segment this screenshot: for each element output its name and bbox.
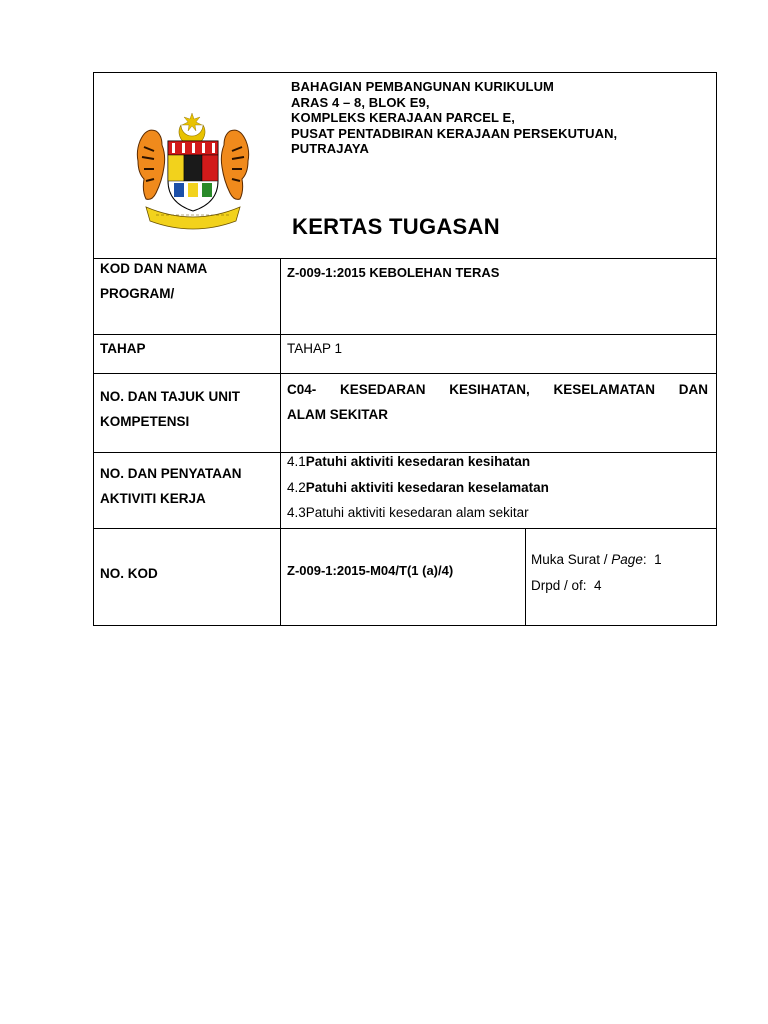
tahap-label: TAHAP — [100, 341, 146, 356]
kod-value: Z-009-1:2015-M04/T(1 (a)/4) — [287, 563, 454, 578]
tahap-value: TAHAP 1 — [287, 341, 343, 356]
page-number: Muka Surat / Page: 1 — [531, 552, 662, 567]
list-item: 4.2Patuhi aktiviti kesedaran keselamatan — [287, 479, 549, 495]
program-label: KOD DAN NAMA PROGRAM/ — [100, 261, 208, 301]
list-item: 4.1Patuhi aktiviti kesedaran kesihatan — [287, 454, 531, 469]
agency-line-1: BAHAGIAN PEMBANGUNAN KURIKULUM — [291, 79, 554, 94]
page-total: Drpd / of: 4 — [531, 578, 602, 593]
agency-line-4: PUSAT PENTADBIRAN KERAJAAN PERSEKUTUAN, — [291, 125, 618, 141]
agency-line-5: PUTRAJAYA — [291, 141, 369, 156]
row-divider — [94, 334, 716, 335]
program-value: Z-009-1:2015 KEBOLEHAN TERAS — [287, 265, 500, 280]
column-divider — [525, 528, 526, 625]
list-item: 4.3Patuhi aktiviti kesedaran alam sekitar — [287, 505, 529, 520]
agency-line-3: KOMPLEKS KERAJAAN PARCEL E, — [291, 110, 515, 125]
aktiviti-label: NO. DAN PENYATAAN AKTIVITI KERJA — [100, 466, 242, 506]
unit-value: C04- KESEDARAN KESIHATAN, KESELAMATAN DAN ALAM SEKITAR — [287, 382, 708, 422]
row-divider — [94, 373, 716, 374]
agency-line-2: ARAS 4 – 8, BLOK E9, — [291, 94, 430, 110]
aktiviti-list — [287, 449, 549, 526]
document-title: KERTAS TUGASAN — [292, 214, 500, 239]
column-divider — [280, 258, 281, 625]
kod-label: NO. KOD — [100, 566, 158, 581]
unit-label: NO. DAN TAJUK UNIT KOMPETENSI — [100, 389, 240, 429]
malaysia-coat-of-arms-icon — [126, 111, 260, 239]
document-form — [93, 72, 717, 626]
row-divider — [94, 528, 716, 529]
